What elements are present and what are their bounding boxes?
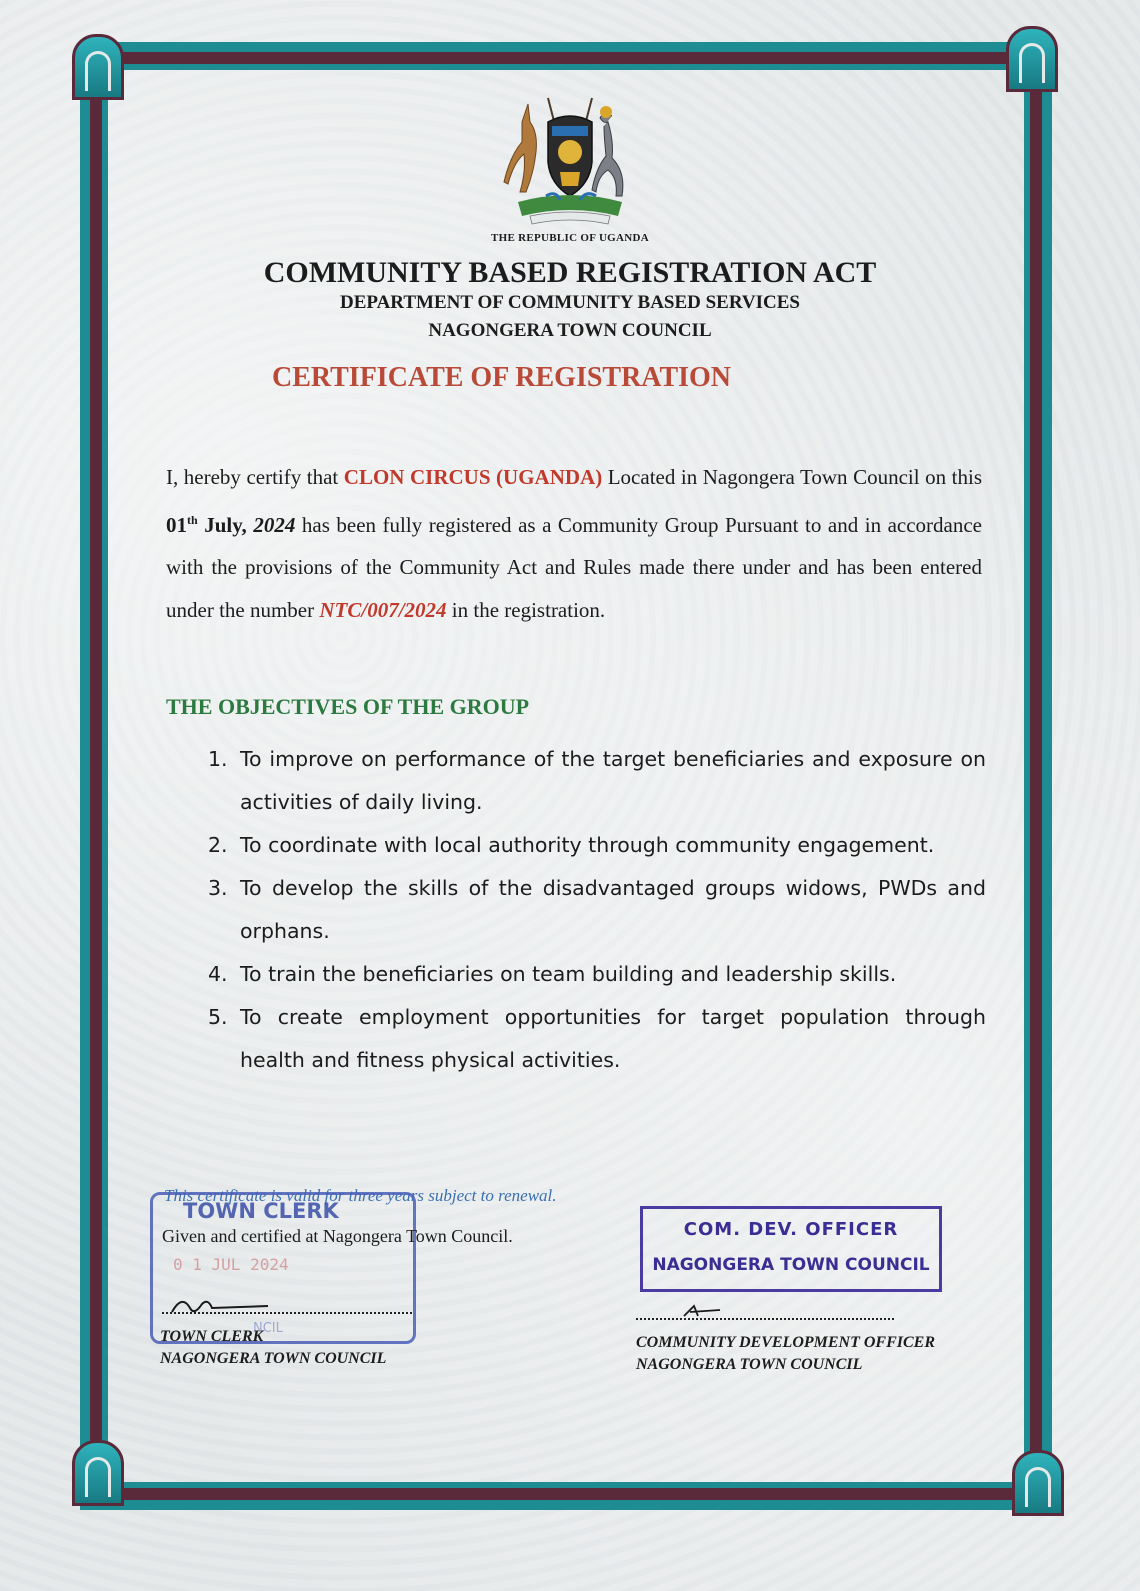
town-clerk-signature [168, 1290, 278, 1320]
stamp-right-line1: COM. DEV. OFFICER [683, 1219, 899, 1240]
signature-line-left [162, 1312, 412, 1314]
town-clerk-signatory [160, 1326, 386, 1370]
coat-of-arms-emblem [500, 92, 640, 232]
given-certified-text: Given and certified at Nagongera Town Council. [162, 1226, 513, 1246]
objective-text: To develop the skills of the disadvantaged groups widows, PWDs and orphans. [240, 876, 986, 943]
date-day: 01 [166, 512, 187, 537]
objective-text: To train the beneficiaries on team building and leadership skills. [240, 962, 897, 986]
date-year: 2024 [253, 512, 296, 537]
objective-text: To create employment opportunities for target population through health and fitness physical activities. [240, 1005, 986, 1072]
council-title: NAGONGERA TOWN COUNCIL [428, 320, 712, 341]
group-name: CLON CIRCUS (UGANDA) [343, 465, 603, 489]
objective-number: 3. [208, 876, 228, 900]
stamp-left-date: 0 1 JUL 2024 [173, 1255, 289, 1274]
objective-number: 4. [208, 962, 228, 986]
objectives-list [208, 738, 986, 1082]
objective-number: 5. [208, 1005, 228, 1029]
town-clerk-stamp [150, 1192, 416, 1344]
community-officer-stamp [640, 1206, 942, 1292]
objective-text: To improve on performance of the target beneficiaries and exposure on activities of daily living. [240, 747, 986, 814]
signatory-left-org: NAGONGERA TOWN COUNCIL [160, 1350, 387, 1367]
intro-text-4: in the registration. [446, 597, 606, 622]
date-month: July, [197, 512, 254, 537]
date-suffix: th [187, 512, 198, 527]
objective-number: 1. [208, 747, 228, 771]
stamp-left-title: TOWN CLERK [183, 1199, 339, 1223]
objective-item [208, 738, 986, 824]
republic-label: THE REPUBLIC OF UGANDA [490, 232, 650, 244]
stamp-right-line2: NAGONGERA TOWN COUNCIL [652, 1255, 930, 1275]
certification-paragraph [166, 456, 982, 631]
signature-line-right [636, 1318, 894, 1320]
objective-text: To coordinate with local authority through community engagement. [240, 833, 935, 857]
registration-number: NTC/007/2024 [319, 597, 447, 622]
objective-item [208, 996, 986, 1082]
intro-text-2: Located in Nagongera Town Council on this [602, 465, 982, 489]
stamp-left-bottom-text: NCIL [253, 1321, 283, 1336]
intro-text-1: I, hereby certify that [166, 465, 344, 489]
objective-item [208, 824, 986, 867]
department-title: DEPARTMENT OF COMMUNITY BASED SERVICES [340, 292, 800, 313]
community-officer-signatory [636, 1332, 935, 1376]
objective-number: 2. [208, 833, 228, 857]
objective-item [208, 867, 986, 953]
objective-item [208, 953, 986, 996]
objectives-heading: THE OBJECTIVES OF THE GROUP [166, 694, 530, 719]
signatory-left-title: TOWN CLERK [160, 1328, 264, 1345]
certificate-title: CERTIFICATE OF REGISTRATION [272, 362, 732, 393]
signatory-right-org: NAGONGERA TOWN COUNCIL [636, 1356, 863, 1373]
signatory-right-title: COMMUNITY DEVELOPMENT OFFICER [636, 1334, 936, 1351]
act-title: COMMUNITY BASED REGISTRATION ACT [263, 256, 877, 289]
intro-text-3: has been fully registered as a Community Group Pursuant to and in accordance with the provisions of the Community Act and Rules made there under and has been entered under the number [166, 512, 983, 622]
validity-note: This certificate is valid for three years subject to renewal. [164, 1186, 557, 1205]
